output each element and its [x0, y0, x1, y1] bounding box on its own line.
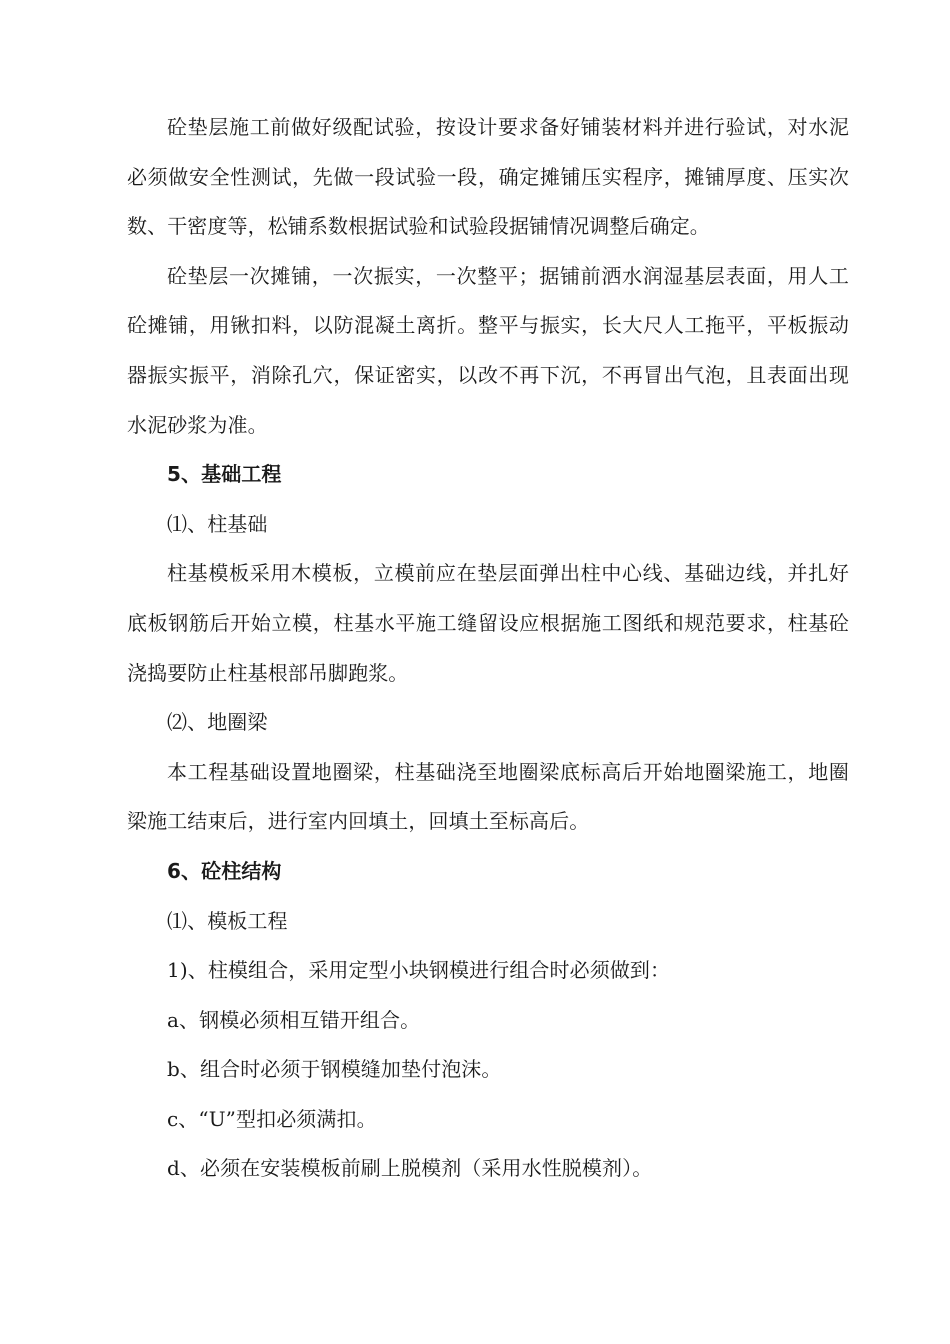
list-item-a: a、钢模必须相互错开组合。 [167, 1007, 421, 1032]
document-page [127, 103, 849, 1194]
paragraph-cushion-prep: 砼垫层施工前做好级配试验，按设计要求备好铺装材料并进行验试，对水泥必须做安全性测试，先做一段试验一段，确定摊铺压实程序，摊铺厚度、压实次数、干密度等，松铺系数根据试验和试验段据铺情况调整后确定。 [127, 115, 849, 239]
section-heading-foundation: 5、基础工程 [167, 462, 282, 487]
subheading-column-foundation: ⑴、柱基础 [167, 511, 268, 536]
paragraph-cushion-paving: 砼垫层一次摊铺，一次振实，一次整平；据铺前洒水润湿基层表面，用人工砼摊铺，用锹扣料，以防混凝土离折。整平与振实，长大尺人工拖平，平板振动器振实振平，消除孔穴，保证密实，以改不再下沉，不再冒出气泡，且表面出现水泥砂浆为准。 [127, 263, 849, 437]
subheading-formwork-engineering: ⑴、模板工程 [167, 908, 288, 933]
subheading-ground-beam: ⑵、地圈梁 [167, 710, 268, 735]
list-item-b: b、组合时必须于钢模缝加垫付泡沫。 [167, 1057, 502, 1082]
paragraph-ground-beam: 本工程基础设置地圈梁，柱基础浇至地圈梁底标高后开始地圈梁施工，地圈梁施工结束后，进行室内回填土，回填土至标高后。 [127, 759, 849, 834]
list-item-c: c、“U”型扣必须满扣。 [167, 1106, 377, 1131]
list-intro-column-mold: 1)、柱模组合，采用定型小块钢模进行组合时必须做到： [167, 958, 671, 983]
section-heading-concrete-column: 6、砼柱结构 [167, 858, 282, 883]
paragraph-column-formwork: 柱基模板采用木模板，立模前应在垫层面弹出柱中心线、基础边线，并扎好底板钢筋后开始立模，柱基水平施工缝留设应根据施工图纸和规范要求，柱基砼浇捣要防止柱基根部吊脚跑浆。 [127, 561, 849, 685]
list-item-d: d、必须在安装模板前刷上脱模剂（采用水性脱模剂）。 [167, 1156, 653, 1181]
